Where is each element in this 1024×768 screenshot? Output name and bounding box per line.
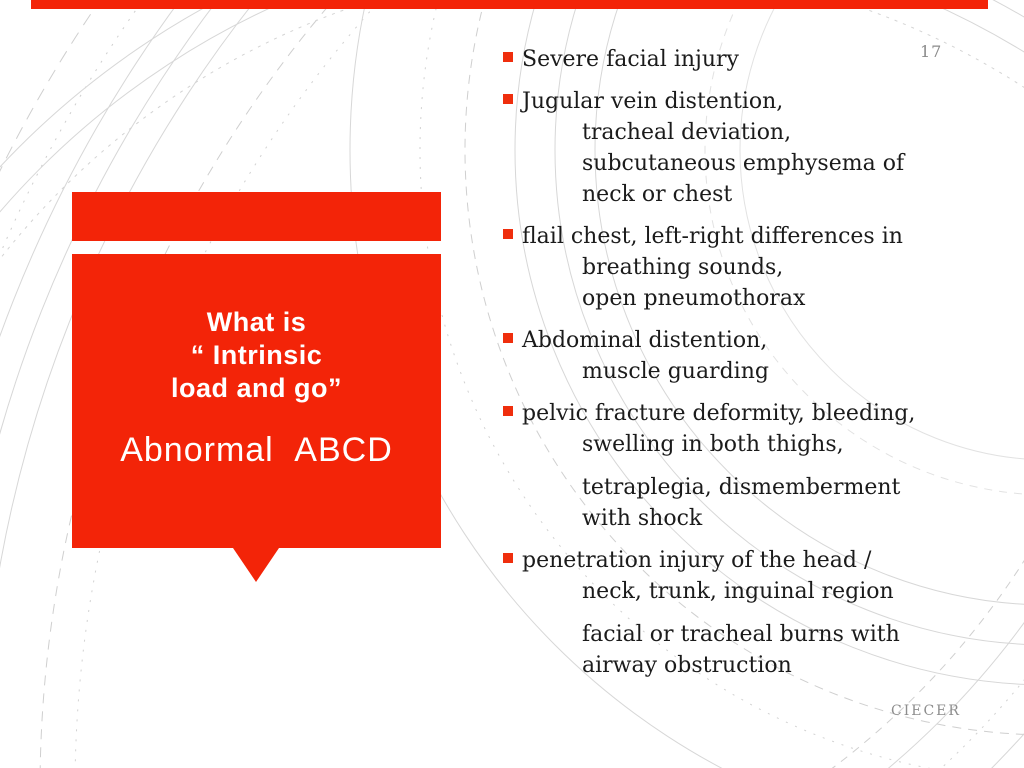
- page-number: 17: [920, 42, 943, 61]
- bullet-square-icon: [503, 94, 513, 104]
- bullet-line: Abdominal distention,: [503, 325, 973, 356]
- callout-question-line: load and go”: [171, 373, 342, 403]
- bullet-line: pelvic fracture deformity, bleeding,: [503, 398, 973, 429]
- bullet-square-icon: [503, 553, 513, 563]
- bullet-line: flail chest, left-right differences in: [503, 221, 973, 252]
- bullet-line: airway obstruction: [582, 653, 792, 678]
- bullet-line: open pneumothorax: [582, 286, 806, 311]
- bullet-item: [503, 44, 973, 75]
- bullet-line: breathing sounds,: [582, 255, 784, 280]
- bullet-line: tracheal deviation,: [582, 120, 792, 145]
- bullet-square-icon: [503, 52, 513, 62]
- watermark-text: CIECER: [891, 703, 961, 719]
- callout-header-bar: [72, 192, 441, 241]
- bullet-item: [503, 221, 973, 314]
- callout-question-line: What is: [206, 307, 307, 337]
- bullet-line: neck or chest: [582, 182, 733, 207]
- bullet-line: tetraplegia, dismemberment: [582, 475, 901, 500]
- bullet-line: neck, trunk, inguinal region: [582, 579, 894, 604]
- bullet-square-icon: [503, 333, 513, 343]
- bullet-item: [503, 325, 973, 387]
- bullet-item: [503, 398, 973, 534]
- bullet-item: [503, 545, 973, 681]
- bullet-line: facial or tracheal burns with: [582, 622, 900, 647]
- callout-bubble: [72, 254, 441, 548]
- bullet-line: with shock: [582, 506, 703, 531]
- bullet-item: [503, 86, 973, 210]
- callout-answer: Abnormal ABCD: [120, 431, 393, 469]
- bullet-line: penetration injury of the head /: [503, 545, 973, 576]
- bullet-line: muscle guarding: [582, 359, 769, 384]
- bullet-line: swelling in both thighs,: [582, 432, 844, 457]
- bullet-list: [503, 44, 973, 681]
- top-accent-bar: [31, 0, 988, 9]
- bullet-line: subcutaneous emphysema of: [582, 151, 905, 176]
- bullet-square-icon: [503, 406, 513, 416]
- bullet-line: Severe facial injury: [503, 44, 973, 75]
- callout-question-line: “ Intrinsic: [190, 340, 323, 370]
- callout-tail-pointer: [233, 548, 279, 582]
- bullet-square-icon: [503, 229, 513, 239]
- bullet-line: Jugular vein distention,: [503, 86, 973, 117]
